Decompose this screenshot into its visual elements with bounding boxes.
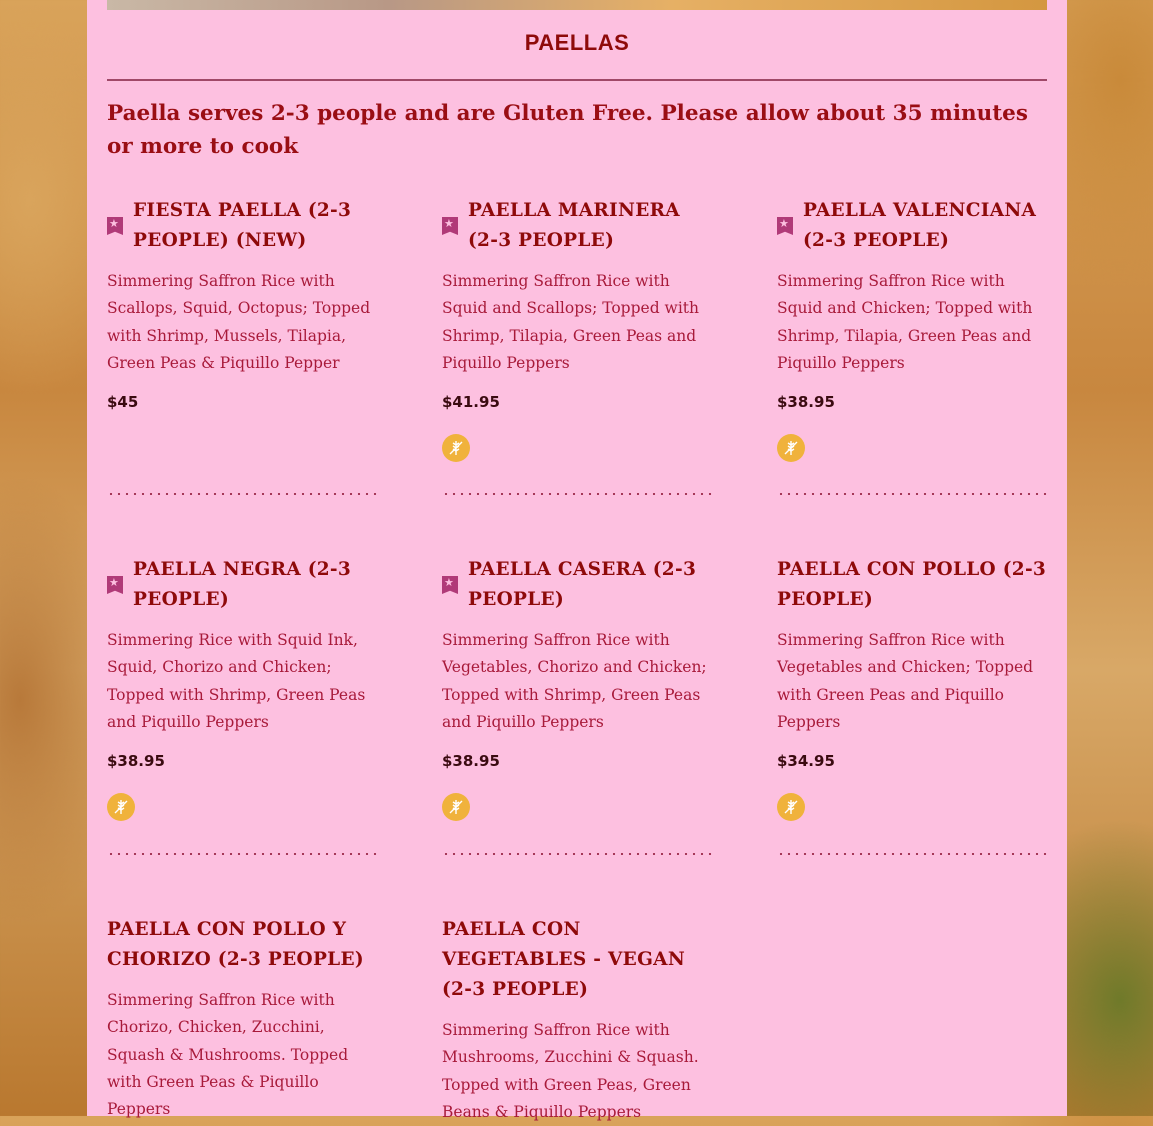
item-description: Simmering Saffron Rice with Vegetables and Chicken; Topped with Green Peas and Piquillo Peppers (777, 631, 1034, 731)
item-description: Simmering Saffron Rice with Squid and Scallops; Topped with Shrimp, Tilapia, Green Peas and Piquillo Peppers (442, 272, 699, 372)
item-name[interactable]: PAELLA CON POLLO (2-3 PEOPLE) (777, 559, 1047, 610)
item-separator (442, 853, 712, 855)
star-badge-icon (442, 576, 458, 594)
banner-image (107, 0, 1047, 10)
item-name[interactable]: FIESTA PAELLA (2-3 PEOPLE) (NEW) (133, 200, 352, 251)
item-description: Simmering Saffron Rice with Squid and Chicken; Topped with Shrimp, Tilapia, Green Peas and Piquillo Peppers (777, 272, 1033, 372)
item-description: Simmering Rice with Squid Ink, Squid, Chorizo and Chicken; Topped with Shrimp, Green Peas and Piquillo Peppers (107, 631, 366, 731)
item-name[interactable]: PAELLA MARINERA (2-3 PEOPLE) (468, 200, 680, 251)
star-badge-icon (107, 217, 123, 235)
menu-item-paella-con-pollo[interactable] (777, 555, 1047, 821)
item-description: Simmering Saffron Rice with Chorizo, Chicken, Zucchini, Squash & Mushrooms. Topped with Green Peas & Piquillo Peppers (107, 991, 349, 1119)
star-badge-icon (442, 217, 458, 235)
menu-item-paella-pollo-chorizo[interactable] (107, 915, 377, 1123)
menu-item-paella-negra[interactable] (107, 555, 377, 821)
star-badge-icon (107, 576, 123, 594)
menu-item-paella-marinera[interactable] (442, 196, 712, 462)
item-name[interactable]: PAELLA VALENCIANA (2-3 PEOPLE) (803, 200, 1037, 251)
item-price: $38.95 (442, 752, 500, 771)
item-description: Simmering Saffron Rice with Vegetables, Chorizo and Chicken; Topped with Shrimp, Green Peas and Piquillo Peppers (442, 631, 707, 731)
item-description: Simmering Saffron Rice with Mushrooms, Zucchini & Squash. Topped with Green Peas, Green Beans & Piquillo Peppers (442, 1021, 699, 1121)
menu-item-fiesta-paella[interactable] (107, 196, 377, 411)
item-price: $38.95 (107, 752, 165, 771)
item-separator (107, 853, 377, 855)
gluten-free-wheat-icon (777, 793, 805, 821)
menu-item-paella-casera[interactable] (442, 555, 712, 821)
item-price: $38.95 (777, 393, 835, 412)
star-badge-icon (777, 217, 793, 235)
menu-item-paella-vegetables-vegan[interactable] (442, 915, 712, 1126)
item-separator (777, 853, 1047, 855)
section-title: PAELLAS (524, 30, 630, 55)
section-divider (107, 79, 1047, 81)
item-name[interactable]: PAELLA CON VEGETABLES - VEGAN (2-3 PEOPLE) (442, 919, 686, 1000)
section-intro: Paella serves 2-3 people and are Gluten Free. Please allow about 35 minutes or more to cook (107, 101, 1028, 159)
item-separator (777, 493, 1047, 495)
menu-panel (87, 0, 1067, 1121)
item-price: $34.95 (777, 752, 835, 771)
gluten-free-wheat-icon (442, 434, 470, 462)
gluten-free-wheat-icon (107, 793, 135, 821)
item-name[interactable]: PAELLA CON POLLO Y CHORIZO (2-3 PEOPLE) (107, 919, 364, 970)
item-price: $45 (107, 393, 139, 412)
item-name[interactable]: PAELLA CASERA (2-3 PEOPLE) (468, 559, 697, 610)
gluten-free-wheat-icon (442, 793, 470, 821)
item-description: Simmering Saffron Rice with Scallops, Squid, Octopus; Topped with Shrimp, Mussels, Tilapia, Green Peas & Piquillo Pepper (107, 272, 371, 372)
item-price: $41.95 (442, 393, 500, 412)
item-separator (107, 493, 377, 495)
menu-item-paella-valenciana[interactable] (777, 196, 1047, 462)
item-separator (442, 493, 712, 495)
item-name[interactable]: PAELLA NEGRA (2-3 PEOPLE) (133, 559, 352, 610)
gluten-free-wheat-icon (777, 434, 805, 462)
